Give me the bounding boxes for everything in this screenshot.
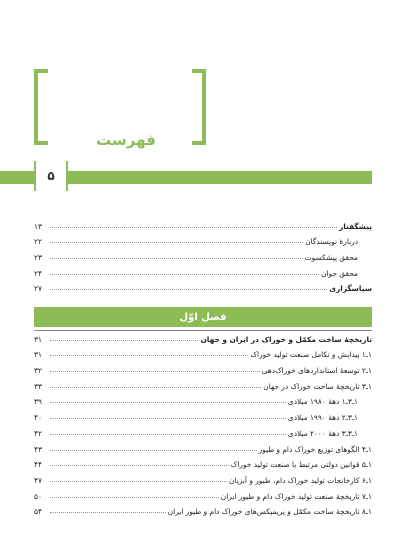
toc-page: ۲۷ xyxy=(34,284,42,294)
toc-page: ۲۳ xyxy=(34,253,42,263)
page-number-box xyxy=(34,161,68,191)
toc-row[interactable] xyxy=(34,344,372,360)
toc-page: ۱۳ xyxy=(34,221,42,231)
toc-label: پیشگفتار xyxy=(339,221,372,231)
page-number: ۵ xyxy=(47,169,55,183)
toc-page: ۲۴ xyxy=(34,268,42,278)
page-title: فهرست xyxy=(96,131,156,149)
toc-leader xyxy=(50,355,248,356)
toc-page: ۳۳ xyxy=(34,381,42,391)
toc-leader xyxy=(50,227,337,228)
toc-label: ۱ـ۳ـ۲ دههٔ ۱۹۹۰ میلادی xyxy=(287,413,358,423)
right-bracket-decoration xyxy=(192,69,206,145)
toc-leader xyxy=(50,387,261,388)
toc-leader xyxy=(50,402,286,403)
toc-page: ۳۹ xyxy=(34,397,42,407)
toc-row[interactable] xyxy=(34,278,372,294)
toc-label: ۱ـ۳ تاریخچهٔ ساخت خوراک در جهان xyxy=(263,381,372,391)
toc-label: محقق پیشکسوت xyxy=(304,253,358,263)
chapter-title: فصل اوّل xyxy=(179,311,227,323)
toc-label: ۱ـ۸ تاریخچهٔ ساخت مکمّل و پریمیکس‌های خوراک دام و طیور ایران xyxy=(167,507,372,517)
toc-label: ۱ـ۶ کارخانجات تولید خوراک دام، طیور و آبزیان xyxy=(229,475,372,485)
left-bracket-decoration xyxy=(34,69,48,145)
toc-label: دربارهٔ نویسندگان xyxy=(305,237,358,247)
toc-label: ۱ـ۲ توسعهٔ استانداردهای خوراک‌دهی xyxy=(261,366,372,376)
toc-page: ۴۰ xyxy=(34,413,42,423)
toc-page: ۳۱ xyxy=(34,334,42,344)
toc-page: ۴۴ xyxy=(34,460,42,470)
toc-leader xyxy=(50,258,303,259)
toc-page: ۳۲ xyxy=(34,366,42,376)
toc-leader xyxy=(50,289,327,290)
toc-row[interactable] xyxy=(34,246,372,262)
toc-label: تاریخچهٔ ساخت مکمّل و خوراک در ایران و جهان xyxy=(200,334,372,344)
toc-row[interactable] xyxy=(34,454,372,470)
chapter-toc xyxy=(34,328,372,516)
toc-leader xyxy=(50,481,227,482)
toc-leader xyxy=(50,465,229,466)
toc-page: ۳۱ xyxy=(34,350,42,360)
toc-row[interactable] xyxy=(34,438,372,454)
toc-leader xyxy=(50,371,260,372)
toc-page: ۴۳ xyxy=(34,444,42,454)
front-matter-toc xyxy=(34,215,372,293)
toc-row[interactable] xyxy=(34,501,372,517)
toc-label: ۱ـ۴ الگوهای توزیع خوراک دام و طیور xyxy=(258,444,372,454)
toc-label: سپاسگزاری xyxy=(329,284,372,294)
toc-row[interactable] xyxy=(34,231,372,247)
toc-label: ۱ـ۷ تاریخچهٔ صنعت تولید خوراک دام و طیور ایران xyxy=(220,491,372,501)
toc-leader xyxy=(50,497,219,498)
toc-row[interactable] xyxy=(34,406,372,422)
toc-leader xyxy=(50,450,257,451)
chapter-header-band xyxy=(34,307,372,327)
toc-leader xyxy=(50,512,166,513)
toc-leader xyxy=(50,274,319,275)
toc-page: ۴۲ xyxy=(34,428,42,438)
toc-label: ۱ـ۱ پیدایش و تکامل صنعت تولید خوراک xyxy=(250,350,372,360)
toc-label: محقق جوان xyxy=(321,268,358,278)
toc-row[interactable] xyxy=(34,375,372,391)
toc-label: ۱ـ۵ قوانین دولتی مرتبط با صنعت تولید خوراک xyxy=(230,460,372,470)
toc-page: ۵۴ xyxy=(34,507,42,517)
toc-row[interactable] xyxy=(34,422,372,438)
toc-row[interactable] xyxy=(34,485,372,501)
toc-row[interactable] xyxy=(34,391,372,407)
toc-row[interactable] xyxy=(34,328,372,344)
toc-row[interactable] xyxy=(34,359,372,375)
toc-leader xyxy=(50,418,286,419)
toc-row[interactable] xyxy=(34,262,372,278)
toc-label: ۱ـ۳ـ۳ دههٔ ۲۰۰۰ میلادی xyxy=(287,428,358,438)
toc-leader xyxy=(50,340,198,341)
toc-page: ۲۲ xyxy=(34,237,42,247)
toc-label: ۱ـ۳ـ۱ دههٔ ۱۹۸۰ میلادی xyxy=(287,397,358,407)
toc-leader xyxy=(50,434,286,435)
toc-page: ۵۰ xyxy=(34,491,42,501)
toc-row[interactable] xyxy=(34,469,372,485)
toc-leader xyxy=(50,242,303,243)
toc-page: ۴۷ xyxy=(34,475,42,485)
toc-row[interactable] xyxy=(34,215,372,231)
